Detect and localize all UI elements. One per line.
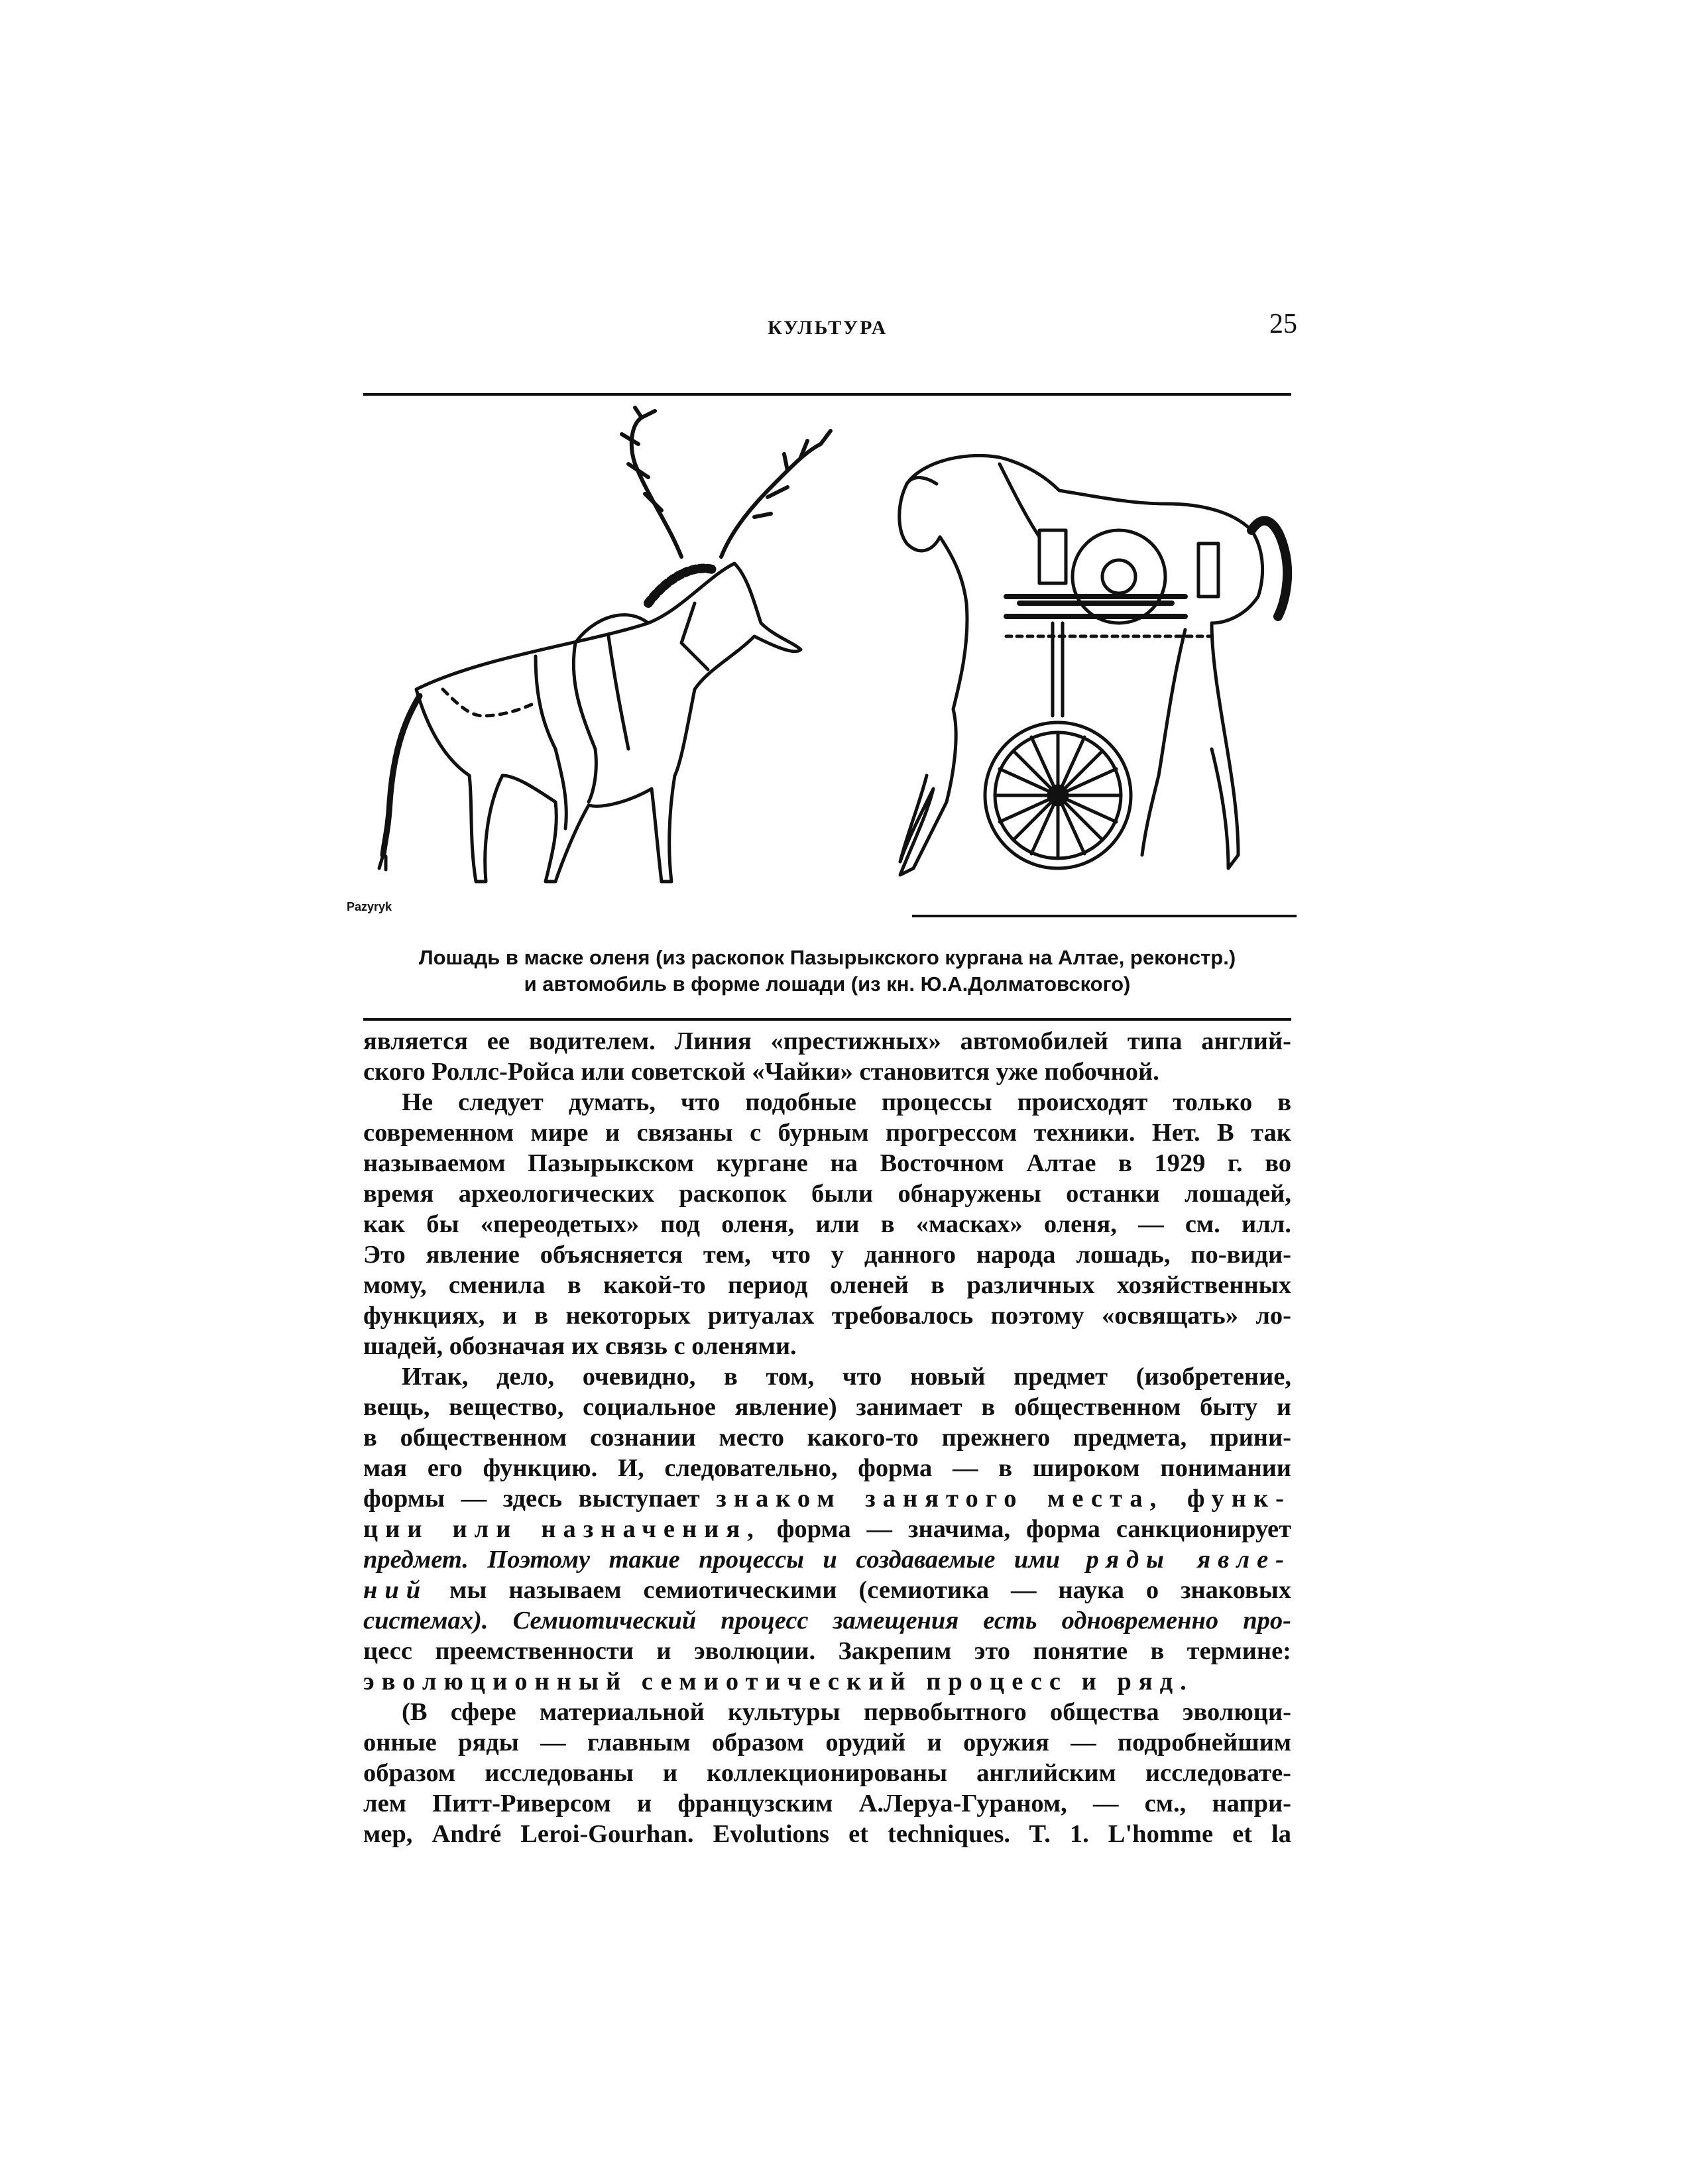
- text-line: [363, 1544, 1291, 1575]
- illustration-horse-deer-mask-and-horse-car: [337, 404, 1298, 928]
- text-line: онные ряды — главным образом орудий и оружия — подробнейшим: [363, 1729, 1291, 1756]
- italic-fragment: предмет. Поэтому такие процессы и создаваемые ими: [363, 1546, 1061, 1574]
- horse-shaped-car-drawing: [900, 455, 1287, 875]
- spaced-term: ряды явле-: [1060, 1546, 1291, 1574]
- text-line: в общественном сознании место какого-то прежнего предмета, прини-: [363, 1424, 1291, 1452]
- text-line: [363, 1483, 1291, 1514]
- top-rule: [363, 393, 1291, 396]
- text-line: (В сфере материальной культуры первобытного общества эволюци-: [402, 1698, 1291, 1726]
- ground-line: [912, 915, 1297, 917]
- text-line: системах). Семиотический процесс замещения есть одновременно про-: [363, 1607, 1291, 1635]
- text-line: Не следует думать, что подобные процессы происходят только в: [402, 1088, 1291, 1116]
- text-line: Это явление объясняется тем, что у данного народа лошадь, по-види-: [363, 1241, 1291, 1269]
- text-line: время археологических раскопок были обнаружены останки лошадей,: [363, 1180, 1291, 1208]
- text-line: называемом Пазырыкском кургане на Восточном Алтае в 1929 г. во: [363, 1149, 1291, 1177]
- figure-caption: [363, 945, 1291, 998]
- text-line: современном мире и связаны с бурным прогрессом техники. Нет. В так: [363, 1119, 1291, 1147]
- page-number: 25: [1269, 309, 1297, 339]
- text-line: функциях, и в некоторых ритуалах требовалось поэтому «освящать» ло-: [363, 1302, 1291, 1330]
- text-line: [363, 1514, 1291, 1544]
- caption-line: и автомобиль в форме лошади (из кн. Ю.А.Долматовского): [524, 972, 1131, 996]
- text-line: мер, André Leroi-Gourhan. Evolutions et techniques. T. 1. L'homme et la: [363, 1820, 1291, 1848]
- text-line: является ее водителем. Линия «престижных» автомобилей типа англий-: [363, 1027, 1291, 1055]
- text-line: образом исследованы и коллекционированы английским исследовате-: [363, 1759, 1291, 1787]
- text-line: [363, 1575, 1291, 1605]
- text-line: Итак, дело, очевидно, в том, что новый предмет (изобретение,: [402, 1363, 1291, 1391]
- text-line: ского Роллс-Ройса или советской «Чайки» становится уже побочной.: [363, 1058, 1159, 1086]
- text-line: мому, сменила в какой-то период оленей в различных хозяйственных: [363, 1271, 1291, 1299]
- text-line: как бы «переодетых» под оленя, или в «масках» оленя, — см. илл.: [363, 1210, 1291, 1238]
- deer-mask-horse-drawing: [379, 408, 831, 882]
- text-line: вещь, вещество, социальное явление) занимает в общественном быту и: [363, 1393, 1291, 1421]
- text-line: цесс преемственности и эволюции. Закрепим это понятие в термине:: [363, 1637, 1291, 1665]
- pazyryk-label: Pazyryk: [347, 900, 392, 913]
- spaced-term: ний: [363, 1576, 428, 1604]
- text-line: эволюционный семиотический процесс и ряд.: [363, 1668, 1194, 1695]
- text-fragment: форма — значима, форма санкционирует: [760, 1515, 1291, 1543]
- body-text: [363, 1026, 1291, 1849]
- text-fragment: формы — здесь выступает: [363, 1485, 700, 1513]
- text-fragment: мы называем семиотическими (семиотика — наука о знаковых: [428, 1576, 1291, 1604]
- running-header-title: КУЛЬТУРА: [768, 317, 888, 339]
- caption-line: Лошадь в маске оленя (из раскопок Пазырыкского кургана на Алтае, реконстр.): [418, 946, 1236, 969]
- caption-rule: [363, 1018, 1291, 1021]
- spaced-term: ции или назначения,: [363, 1515, 761, 1543]
- text-line: лем Питт-Риверсом и французским А.Леруа-Гураном, — см., напри-: [363, 1790, 1291, 1817]
- spaced-term: знаком занятого места, функ-: [716, 1485, 1291, 1513]
- text-line: шадей, обозначая их связь с оленями.: [363, 1332, 797, 1360]
- text-line: мая его функцию. И, следовательно, форма — в широком понимании: [363, 1454, 1291, 1482]
